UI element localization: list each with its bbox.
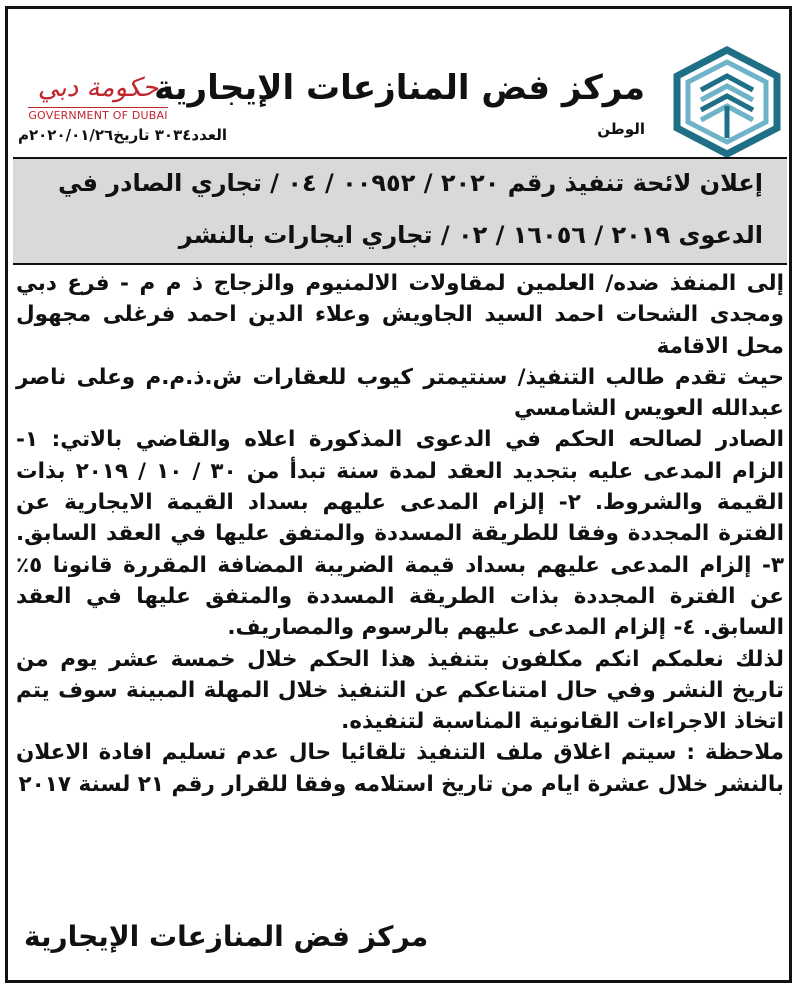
announcement-body — [16, 268, 784, 800]
paragraph-note: ملاحظة : سيتم اغلاق ملف التنفيذ تلقائيا حال عدم تسليم افادة الاعلان بالنشر خلال عشرة ايام من تاريخ استلامه وفقا للقرار رقم ٢١ لسنة ٢٠١٧ — [16, 740, 784, 797]
dubai-logo-english: GOVERNMENT OF DUBAI — [28, 109, 168, 122]
government-of-dubai-logo — [18, 72, 178, 123]
dubai-logo-arabic: حكومة دبي — [37, 73, 159, 103]
footer-signature: مركز فض المنازعات الإيجارية — [24, 920, 429, 953]
rental-dispute-center-logo-icon — [671, 46, 783, 158]
paragraph-respondent: إلى المنفذ ضده/ العلمين لمقاولات الالمنيوم والزجاج ذ م م - فرع دبي ومجدى الشحات احمد السيد الجاويش وعلاء الدين احمد فرغلى مجهول محل الاقامة — [16, 271, 784, 359]
issue-number-date: العدد٣٠٣٤ تاريخ٢٠٢٠/٠١/٢٦م — [18, 126, 228, 144]
banner-line-1: إعلان لائحة تنفيذ رقم ٢٠٢٠ / ٠٠٩٥٢ / ٠٤ / تجاري الصادر في — [57, 169, 763, 197]
newspaper-name: الوطن — [597, 120, 645, 138]
paragraph-judgment: الصادر لصالحه الحكم في الدعوى المذكورة اعلاه والقاضي بالاتي: ١- الزام المدعى عليه بتجديد العقد لمدة سنة تبدأ من ٣٠ / ١٠ / ٢٠١٩ بذات القيمة والشروط. ٢- إلزام المدعى عليهم بسداد القيمة الايجارية عن الفترة المجددة وفقا للطريقة المسددة والمتفق عليها في العقد السابق. ٣- إلزام المدعى عليهم بسداد قيمة الضريبة المضافة المقررة قانونا ٥٪ عن الفترة المجددة بذات الطريقة المسددة والمتفق عليها في العقد السابق. ٤- إلزام المدعى عليهم بالرسوم والمصاريف. — [16, 427, 785, 641]
paragraph-notice: لذلك نعلمكم انكم مكلفون بتنفيذ هذا الحكم خلال خمسة عشر يوم من تاريخ النشر وفي حال امتناعكم عن التنفيذ خلال المهلة المبينة سوف يتم اتخاذ الاجراءات القانونية المناسبة لتنفيذه. — [16, 646, 784, 735]
announcement-banner — [13, 157, 787, 265]
banner-line-2: الدعوى ٢٠١٩ / ١٦٠٥٦ / ٠٢ / تجاري ايجارات بالنشر — [178, 221, 763, 249]
paragraph-applicant: حيث تقدم طالب التنفيذ/ سنتيمتر كيوب للعقارات ش.ذ.م.م وعلى ناصر عبدالله العويس الشامسي — [16, 364, 784, 422]
header — [8, 8, 793, 156]
header-title: مركز فض المنازعات الإيجارية — [154, 68, 645, 108]
